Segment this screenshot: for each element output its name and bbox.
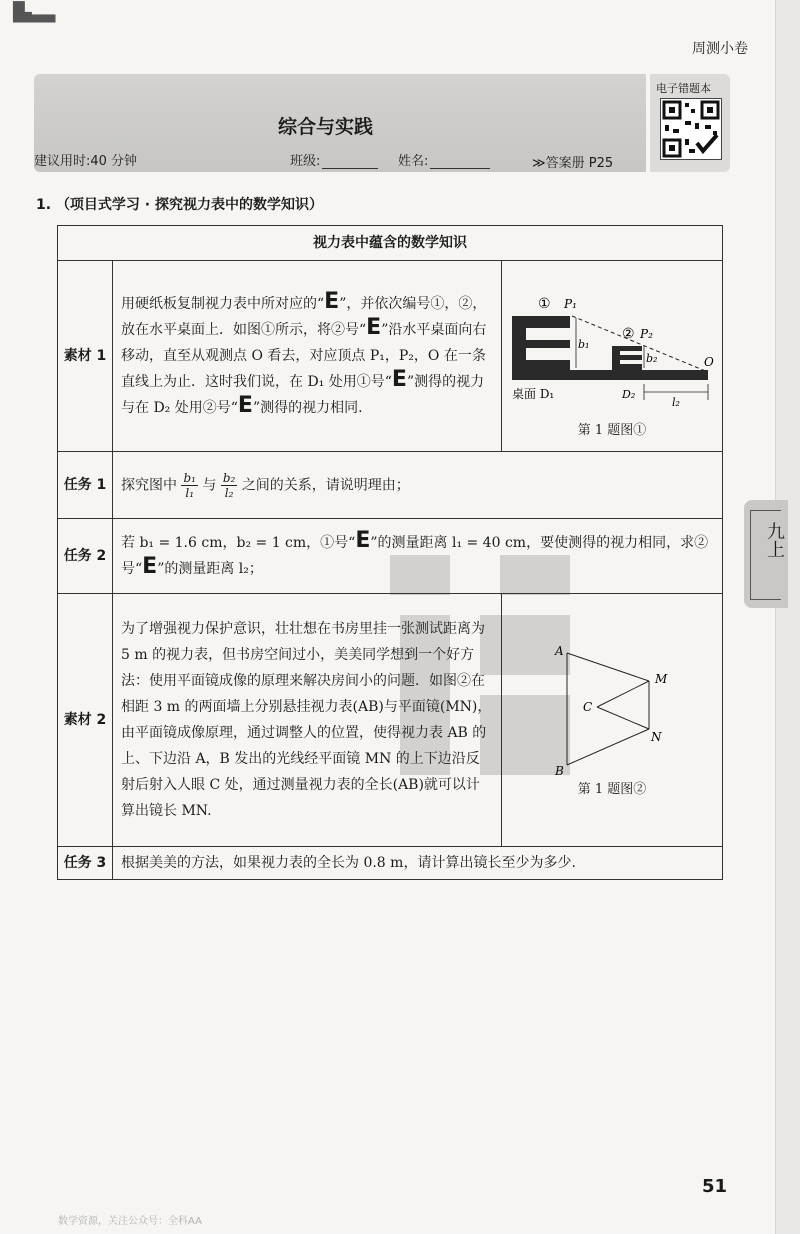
qr-caption: 电子错题本	[656, 82, 711, 95]
suggested-time: 建议用时:40 分钟	[34, 154, 138, 169]
figure-1-label-o: O	[704, 355, 714, 369]
figure-1-label-b2: b₂	[646, 352, 658, 365]
task-2-part: ”的测量距离 l₂；	[157, 561, 263, 577]
figure-2-cell	[502, 594, 723, 847]
footer-note: 数学资源，关注公众号：全科AA	[58, 1216, 202, 1227]
e-symbol-icon: E	[237, 393, 253, 418]
figure-2-caption: 第 1 题图②	[577, 782, 647, 797]
figure-1-label-l2: l₂	[672, 396, 680, 409]
top-corner-mark: ▐▙▃▃	[6, 2, 54, 23]
figure-2-label-n: N	[651, 730, 662, 744]
fraction-denominator: l₁	[185, 485, 195, 500]
fraction-numerator: b₂	[222, 470, 236, 485]
material-1-row	[58, 261, 723, 452]
material-2-label: 素材 2	[58, 594, 113, 847]
task-1-label: 任务 1	[58, 452, 113, 519]
material-2-text: 为了增强视力保护意识，壮壮想在书房里挂一张测试距离为 5 m 的视力表，但书房空间过小，美美同学想到一个好方法：使用平面镜成像的原理来解决房间小的问题．如图②在相距 3 m 的两面墙上分别悬挂视力表(AB)与平面镜(MN)，由平面镜成像原理，通过调整人的位置，使得视力表 AB 的上、下边沿 A，B 发出的光线经平面镜 MN 的上下边沿反射后射入人眼 C 处，通过测量视力表的全长(AB)就可以计算出镜长 MN.	[113, 594, 502, 847]
figure-2-label-b: B	[555, 764, 564, 778]
task-3-label: 任务 3	[58, 847, 113, 880]
figure-1-label-d2: D₂	[622, 388, 636, 401]
material-2-row	[58, 594, 723, 847]
task-1-row	[58, 452, 723, 519]
fraction-numerator: b₁	[183, 470, 196, 485]
task-2-label: 任务 2	[58, 519, 113, 594]
qr-code-icon[interactable]	[660, 98, 722, 160]
material-1-part: ”沿水平桌面向右移动，直至从观测点 O 看去，对应顶点 P₁，P₂，O 在一条直线上为止．这时我们说，在 D₁ 处用①号“	[121, 322, 487, 390]
name-label: 姓名:	[398, 154, 429, 169]
e-symbol-icon: E	[142, 554, 158, 579]
task-2-text	[113, 519, 723, 594]
e-symbol-icon: E	[366, 315, 382, 340]
fraction-b2-l2	[221, 471, 238, 500]
page-edge	[775, 0, 800, 1234]
material-1-part: ”测得的视力与在 D₂ 处用②号“	[121, 374, 485, 416]
page-title: 综合与实践	[278, 116, 374, 138]
figure-1-label-desk: 桌面 D₁	[512, 387, 555, 401]
figure-1-num-2: ②	[622, 326, 635, 342]
task-1-part: 探究图中	[121, 477, 177, 493]
material-1-part: ”测得的视力相同.	[252, 400, 363, 416]
task-2-row	[58, 519, 723, 594]
figure-2-label-a: A	[555, 644, 564, 658]
section-label: 周测小卷	[692, 41, 748, 57]
figure-1-num-1: ①	[538, 296, 551, 312]
task-1-part: 之间的关系，请说明理由；	[241, 477, 410, 493]
figure-1-diagram	[510, 272, 714, 422]
name-field	[398, 150, 490, 169]
knowledge-table	[57, 225, 723, 880]
figure-2-label-m: M	[655, 672, 668, 686]
e-symbol-icon: E	[355, 528, 371, 553]
material-1-label: 素材 1	[58, 261, 113, 452]
e-symbol-icon: E	[391, 367, 407, 392]
material-1-part: ”，并依次编号①，②，放在水平桌面上．如图①所示，将②号“	[121, 296, 487, 338]
class-blank	[322, 155, 378, 169]
figure-1-label-p2: P₂	[640, 327, 653, 341]
figure-1-caption: 第 1 题图①	[577, 423, 647, 438]
material-1-part: 用硬纸板复制视力表中所对应的“	[121, 296, 325, 312]
figure-1-label-p1: P₁	[564, 297, 577, 311]
task-2-part: 若 b₁ = 1.6 cm，b₂ = 1 cm，①号“	[121, 535, 356, 551]
question-topic: （项目式学习 · 探究视力表中的数学知识）	[55, 197, 324, 213]
figure-2-label-c: C	[583, 700, 593, 714]
task-2-part: ”的测量距离 l₁ = 40 cm，要使测得的视力相同，求②号“	[121, 535, 709, 577]
task-1-text	[113, 452, 723, 519]
page-number: 51	[702, 1176, 728, 1197]
question-number: 1.	[36, 197, 52, 213]
figure-1-cell	[502, 261, 723, 452]
task-3-row	[58, 847, 723, 880]
table-caption: 视力表中蕴含的数学知识	[58, 226, 723, 261]
grade-label: 九上	[764, 522, 785, 558]
task-3-text: 根据美美的方法，如果视力表的全长为 0.8 m，请计算出镜长至少为多少.	[113, 847, 723, 880]
class-label: 班级:	[290, 154, 321, 169]
figure-2-diagram	[537, 641, 687, 781]
figure-1-label-b1: b₁	[578, 338, 590, 351]
question-heading	[36, 194, 323, 214]
fraction-denominator: l₂	[224, 485, 234, 500]
name-blank	[430, 155, 490, 169]
e-symbol-icon: E	[324, 289, 340, 314]
material-1-text	[113, 261, 502, 452]
table-caption-row	[58, 226, 723, 261]
grade-tab[interactable]	[744, 500, 788, 608]
task-1-part: 与	[202, 477, 217, 493]
answer-reference: ≫答案册 P25	[532, 156, 614, 171]
fraction-b1-l1	[181, 471, 198, 500]
class-field	[290, 150, 378, 169]
